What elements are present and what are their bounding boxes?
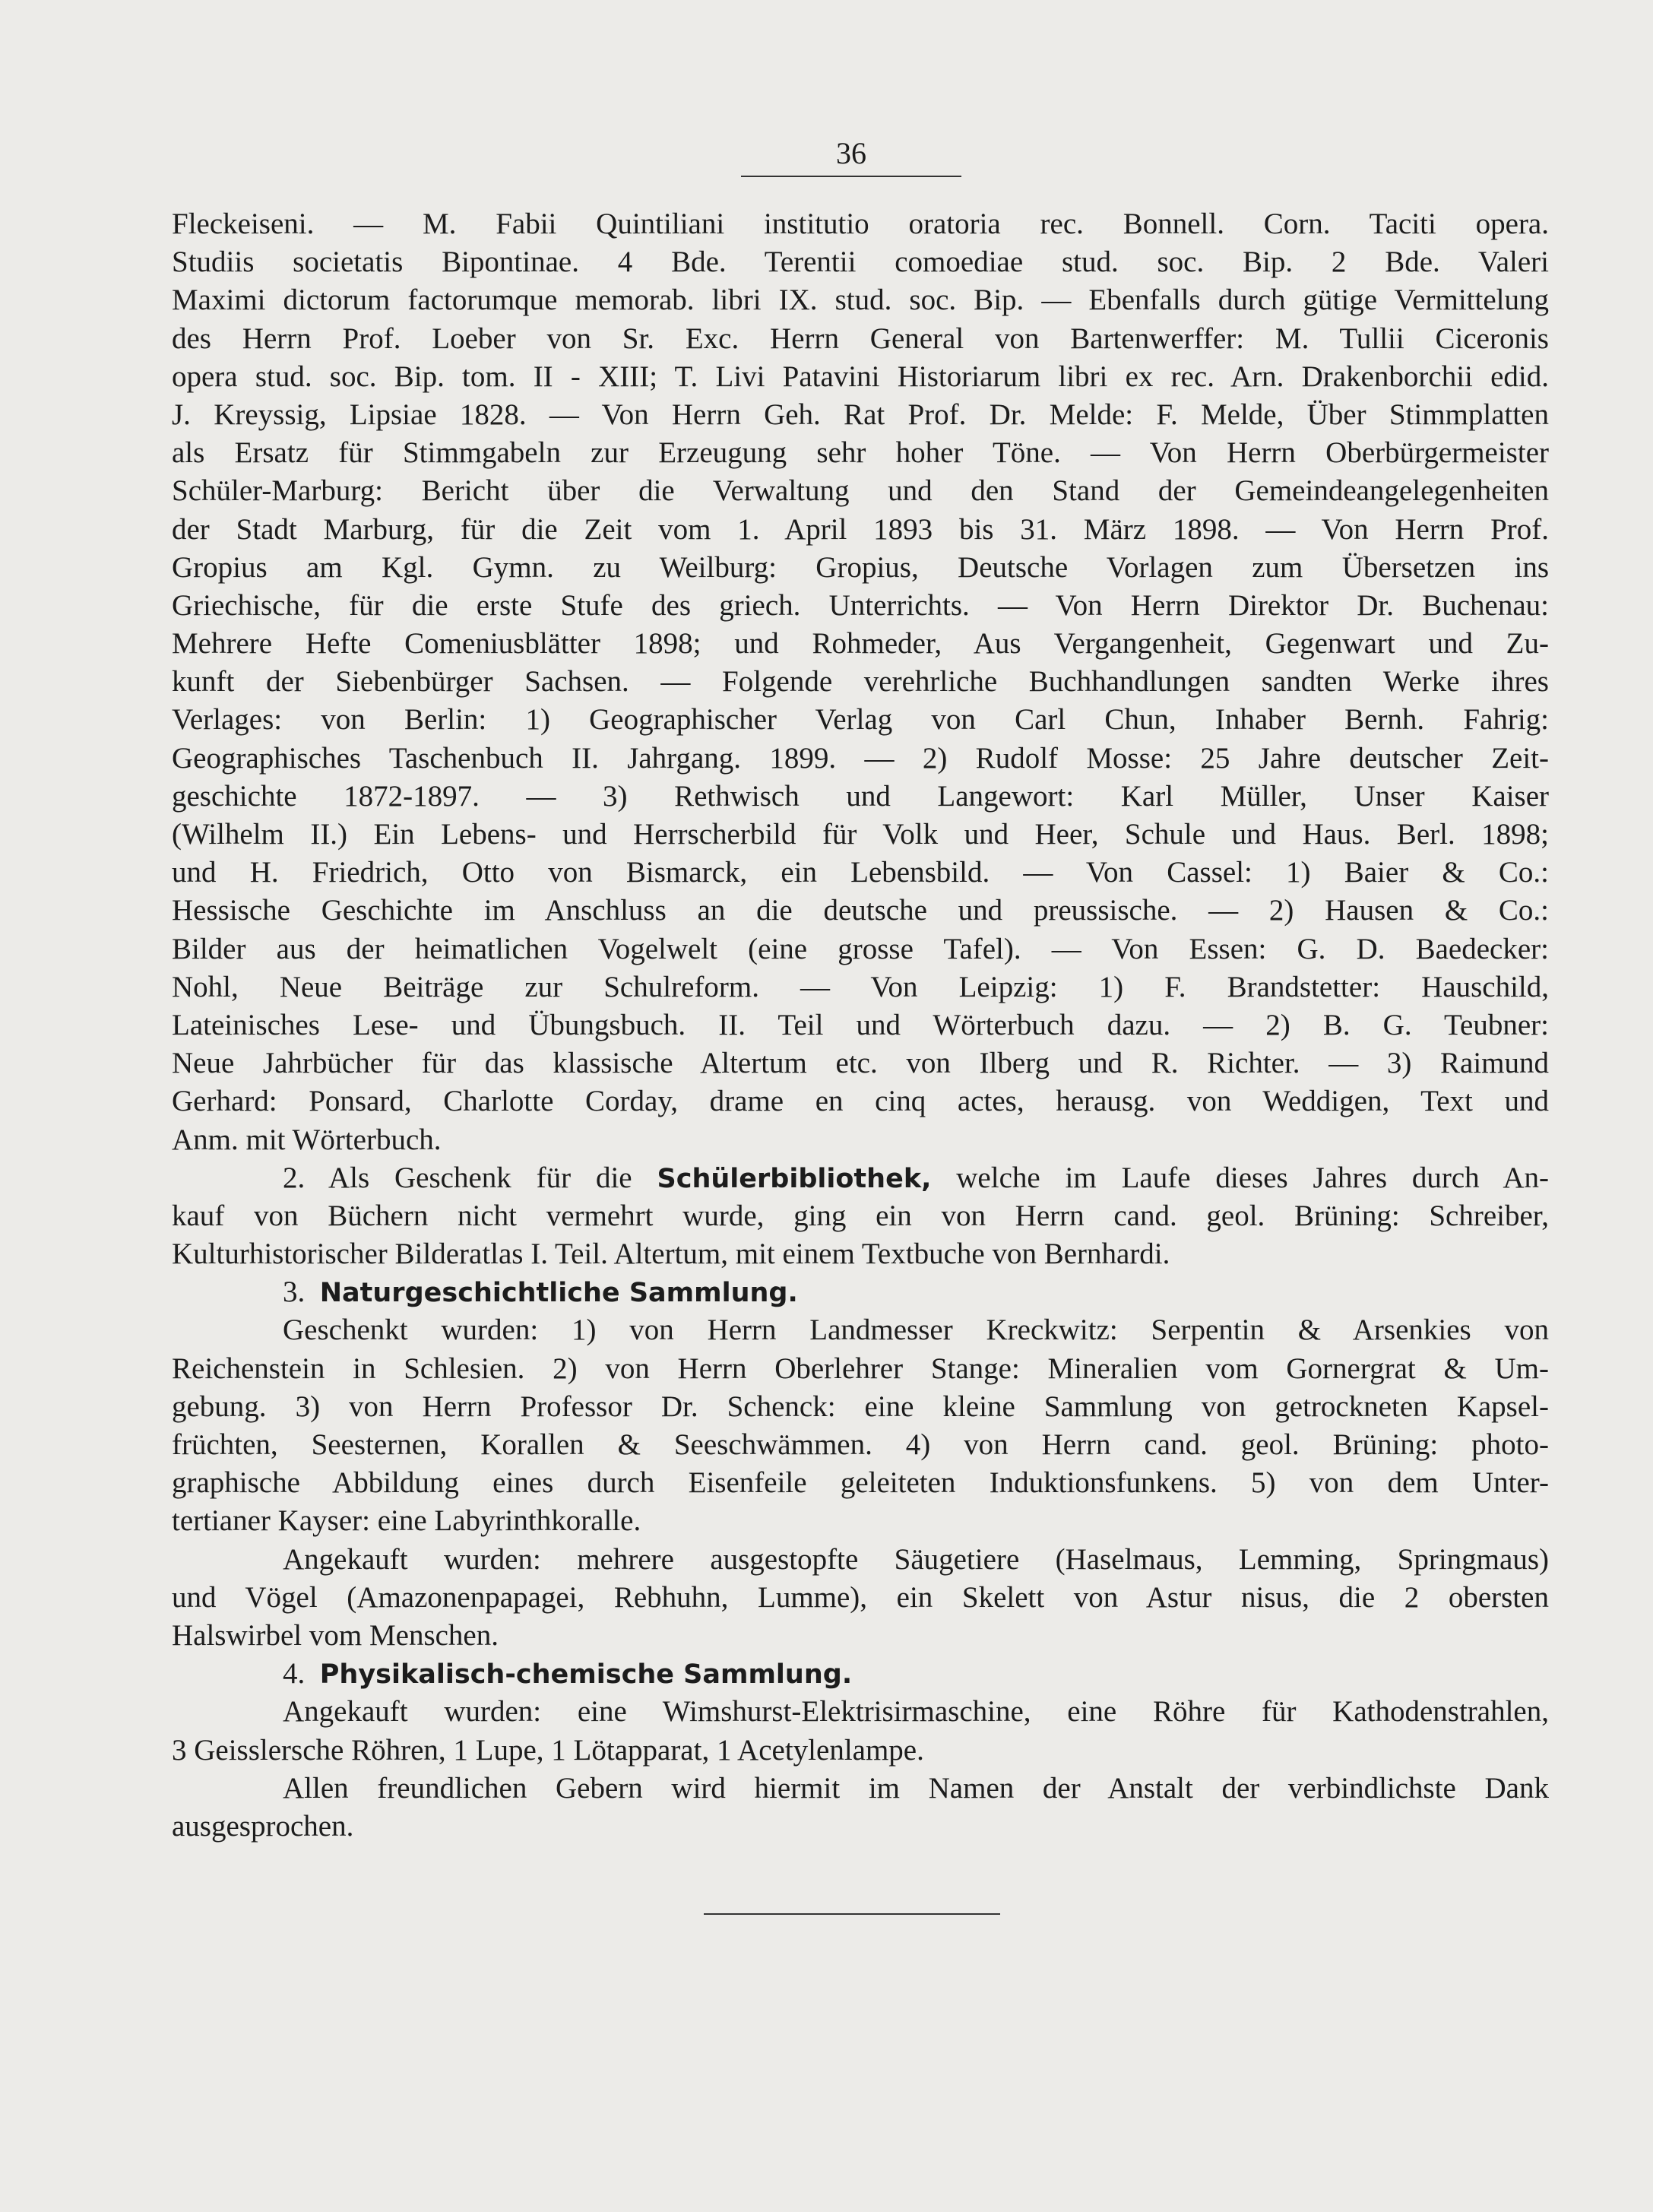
text-line: Fleckeiseni. — M. Fabii Quintiliani institutio oratoria rec. Bonnell. Corn. Taciti opera. [172, 208, 1549, 240]
text-line: Nohl, Neue Beiträge zur Schulreform. — Von Leipzig: 1) F. Brandstetter: Hauschild, [172, 970, 1549, 1003]
text-line: Geschenkt wurden: 1) von Herrn Landmesser Kreckwitz: Serpentin & Arsenkies von [283, 1314, 1549, 1347]
text-line: als Ersatz für Stimmgabeln zur Erzeugung sehr hoher Töne. — Von Herrn Oberbürgermeister [172, 436, 1549, 470]
text-line: und H. Friedrich, Otto von Bismarck, ein Lebensbild. — Von Cassel: 1) Baier & Co.: [172, 856, 1549, 889]
text-line: Kulturhistorischer Bilderatlas I. Teil. Altertum, mit einem Textbuche von Bernhardi. [172, 1238, 1170, 1271]
text-line: Gerhard: Ponsard, Charlotte Corday, drame en cinq actes, herausg. von Weddigen, Text und [172, 1085, 1549, 1118]
section-donations [172, 205, 1549, 1159]
section-natural-history [172, 1273, 1549, 1655]
section2-suffix: welche im Laufe dieses Jahres durch An- [956, 1161, 1549, 1194]
text-line: graphische Abbildung eines durch Eisenfeile geleiteten Induktionsfunkens. 5) von dem Unter- [172, 1466, 1549, 1500]
text-line: ausgesprochen. [172, 1809, 354, 1843]
text-line: kauf von Büchern nicht vermehrt wurde, ging ein von Herrn cand. geol. Brüning: Schreiber, [172, 1199, 1549, 1232]
text-line: tertianer Kayser: eine Labyrinthkoralle. [172, 1504, 641, 1538]
text-line: Allen freundlichen Gebern wird hiermit im Namen der Anstalt der verbindlichste Dank [283, 1771, 1549, 1805]
text-line: Hessische Geschichte im Anschluss an die deutsche und preussische. — 2) Hausen & Co.: [172, 894, 1549, 927]
text-line: Angekauft wurden: mehrere ausgestopfte Säugetiere (Haselmaus, Lemming, Springmaus) [283, 1542, 1549, 1576]
text-line: Anm. mit Wörterbuch. [172, 1123, 442, 1156]
text-line: früchten, Seesternen, Korallen & Seeschwämmen. 4) von Herrn cand. geol. Brüning: photo- [172, 1428, 1549, 1461]
text-line: Schüler-Marburg: Bericht über die Verwaltung und den Stand der Gemeindeangelegenheiten [172, 474, 1549, 508]
text-line: Maximi dictorum factorumque memorab. libri IX. stud. soc. Bip. — Ebenfalls durch gütige Vermittelung [172, 284, 1549, 317]
text-line: Studiis societatis Bipontinae. 4 Bde. Terentii comoediae stud. soc. Bip. 2 Bde. Valeri [172, 246, 1549, 279]
text-line: Halswirbel vom Menschen. [172, 1618, 499, 1652]
text-line: gebung. 3) von Herrn Professor Dr. Schenck: eine kleine Sammlung von getrockneten Kapsel- [172, 1390, 1549, 1423]
text-line: der Stadt Marburg, für die Zeit vom 1. April 1893 bis 31. März 1898. — Von Herrn Prof. [172, 512, 1549, 546]
text-line [172, 1159, 1549, 1197]
section2-prefix: 2. Als Geschenk für die [283, 1161, 632, 1194]
text-line: opera stud. soc. Bip. tom. II - XIII; T. Livi Patavini Historiarum libri ex rec. Arn. Drakenborchii edid. [172, 360, 1549, 393]
text-line: Griechische, für die erste Stufe des griech. Unterrichts. — Von Herrn Direktor Dr. Buchenau: [172, 588, 1549, 622]
text-line: Lateinisches Lese- und Übungsbuch. II. Teil und Wörterbuch dazu. — 2) B. G. Teubner: [172, 1008, 1549, 1041]
text-line: und Vögel (Amazonenpapagei, Rebhuhn, Lumme), ein Skelett von Astur nisus, die 2 obersten [172, 1580, 1549, 1614]
text-line: Bilder aus der heimatlichen Vogelwelt (eine grosse Tafel). — Von Essen: G. D. Baedecker: [172, 932, 1549, 965]
section-heading [172, 1655, 1549, 1693]
page-number: 36 [836, 136, 866, 170]
page-number-rule [741, 176, 961, 177]
text-line: des Herrn Prof. Loeber von Sr. Exc. Herrn General von Bartenwerffer: M. Tullii Ciceronis [172, 322, 1549, 355]
school-library-heading: Schülerbibliothek, [657, 1163, 932, 1194]
physics-chemistry-heading: Physikalisch-chemische Sammlung. [319, 1659, 853, 1691]
text-line: 3 Geisslersche Röhren, 1 Lupe, 1 Lötapparat, 1 Acetylenlampe. [172, 1733, 924, 1767]
text-line: Angekauft wurden: eine Wimshurst-Elektrisirmaschine, eine Röhre für Kathodenstrahlen, [283, 1695, 1549, 1729]
end-rule [704, 1913, 1000, 1915]
text-line: Verlages: von Berlin: 1) Geographischer Verlag von Carl Chun, Inhaber Bernh. Fahrig: [172, 703, 1549, 737]
text-line: geschichte 1872-1897. — 3) Rethwisch und Langewort: Karl Müller, Unser Kaiser [172, 779, 1549, 813]
natural-history-heading: Naturgeschichtliche Sammlung. [319, 1278, 798, 1309]
section-number: 3. [283, 1276, 306, 1309]
text-line: Reichenstein in Schlesien. 2) von Herrn Oberlehrer Stange: Mineralien vom Gornergrat & Um- [172, 1352, 1549, 1385]
section-number: 4. [283, 1657, 306, 1691]
text-line: Neue Jahrbücher für das klassische Altertum etc. von Ilberg und R. Richter. — 3) Raimund [172, 1047, 1549, 1080]
text-line: (Wilhelm II.) Ein Lebens- und Herrscherbild für Volk und Heer, Schule und Haus. Berl. 1898; [172, 818, 1549, 851]
section-school-library [172, 1159, 1549, 1274]
section-physics-chemistry [172, 1655, 1549, 1846]
text-line: J. Kreyssig, Lipsiae 1828. — Von Herrn Geh. Rat Prof. Dr. Melde: F. Melde, Über Stimmplatten [172, 398, 1549, 431]
body-text [172, 205, 1549, 1846]
section-heading [172, 1273, 1549, 1311]
text-line: kunft der Siebenbürger Sachsen. — Folgende verehrliche Buchhandlungen sandten Werke ihres [172, 665, 1549, 699]
text-line: Geographisches Taschenbuch II. Jahrgang. 1899. — 2) Rudolf Mosse: 25 Jahre deutscher Zeit- [172, 741, 1549, 775]
text-line: Gropius am Kgl. Gymn. zu Weilburg: Gropius, Deutsche Vorlagen zum Übersetzen ins [172, 550, 1549, 584]
text-line: Mehrere Hefte Comeniusblätter 1898; und Rohmeder, Aus Vergangenheit, Gegenwart und Zu- [172, 627, 1549, 661]
